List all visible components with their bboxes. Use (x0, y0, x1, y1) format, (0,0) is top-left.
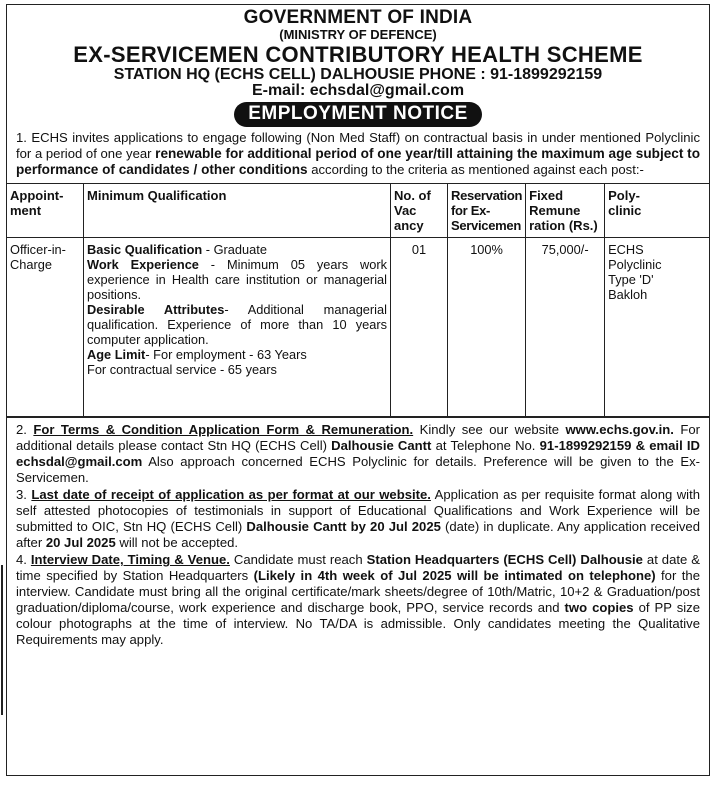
para-bold: 20 Jul 2025 (45, 535, 116, 551)
value: - Graduate (202, 242, 267, 258)
label: Age Limit (87, 347, 146, 363)
para-text: at date & time specified by Station Headquarters (16, 552, 700, 584)
header-text: ancy (394, 218, 424, 234)
desirable-attributes (87, 302, 387, 347)
header-text: Appoint- (10, 188, 64, 204)
paragraph-4 (7, 552, 709, 648)
table-row (7, 238, 709, 417)
col-qualification: Minimum Qualification (84, 184, 391, 238)
para-text: for the interview. Candidate must bring all the original certificate/mark sheets/degree of 10th/Matric, 10+2 & Graduation/post graduation/diploma/course, work experience and discharge book, PPO, service records and (16, 568, 700, 616)
basic-qualification (87, 242, 387, 257)
header-government: GOVERNMENT OF INDIA (243, 7, 473, 28)
cell-text: Type 'D' (608, 272, 654, 288)
para-number: 4. (16, 552, 31, 568)
para-number: 2. (16, 422, 34, 438)
scan-edge-mark (1, 565, 3, 715)
cell-polyclinic (605, 238, 709, 417)
age-limit (87, 347, 387, 362)
header-text: Remune (529, 203, 581, 219)
para-text: at Telephone No. (431, 438, 540, 454)
employment-notice-banner: EMPLOYMENT NOTICE (234, 102, 482, 127)
header-text: clinic (608, 203, 642, 219)
label: Work Experience (87, 257, 199, 273)
cell-remuneration: 75,000/- (526, 238, 605, 417)
value: - Minimum 05 years work experience in Health care institution or managerial positions. (87, 257, 388, 303)
para4-heading: Interview Date, Timing & Venue. (30, 552, 230, 568)
posts-table (7, 183, 709, 417)
work-experience (87, 257, 387, 302)
notice-header (7, 5, 709, 100)
header-scheme: EX-SERVICEMEN CONTRIBUTORY HEALTH SCHEME (73, 41, 643, 67)
p1-bold-text: renewable for additional period of one year/till attaining the maximum age subject to performance of candidates / other conditions (16, 146, 700, 178)
label: Desirable Attributes (87, 302, 225, 318)
cell-vacancy: 01 (391, 238, 448, 417)
cell-reservation: 100% (448, 238, 526, 417)
header-text: Fixed (529, 188, 564, 204)
value: - Additional managerial qualification. Experience of more than 10 years computer application. (87, 302, 387, 348)
para-bold: Dalhousie Cantt by 20 Jul 2025 (246, 519, 441, 535)
label: Basic Qualification (87, 242, 203, 258)
header-email: E-mail: echsdal@gmail.com (251, 82, 465, 100)
cell-qualification (84, 238, 391, 417)
para-text: Application as per requisite format along with self attested photocopies of testimonials in support of Educational Qualifications and Work Experience will be submitted to OIC, Stn HQ (ECHS Cell) (16, 487, 700, 535)
value: - For employment - 63 Years (145, 347, 307, 363)
col-remuneration (526, 184, 605, 238)
cell-text: ECHS (608, 242, 644, 258)
paragraph-1 (7, 130, 709, 178)
paragraph-3 (7, 487, 709, 551)
col-reservation (448, 184, 526, 238)
para-text: will not be accepted. (115, 535, 239, 551)
employment-notice-page (6, 4, 710, 776)
para-text: Kindly see our website (413, 422, 566, 438)
table-header-row (7, 184, 709, 238)
paragraph-2 (7, 422, 709, 486)
p1-text-b: according to the criteria as mentioned against each post:- (307, 162, 644, 178)
para-bold: Dalhousie Cantt (331, 438, 432, 454)
col-vacancy (391, 184, 448, 238)
para-text: Candidate must reach (229, 552, 367, 568)
cell-text: Polyclinic (608, 257, 662, 273)
header-station-phone: STATION HQ (ECHS CELL) DALHOUSIE PHONE : 91-1899292159 (113, 65, 603, 83)
header-text: for Ex- (451, 203, 491, 219)
header-text: Servicemen (451, 218, 521, 234)
para3-heading: Last date of receipt of application as per format at our website. (31, 487, 431, 503)
website-link[interactable]: www.echs.gov.in. (565, 422, 674, 438)
para-text: For additional details please contact Stn HQ (ECHS Cell) (16, 422, 700, 454)
col-polyclinic (605, 184, 709, 238)
cell-text: Charge (10, 257, 52, 273)
header-text: Poly- (608, 188, 640, 204)
header-text: ration (Rs.) (529, 218, 598, 234)
notice-details (7, 417, 709, 648)
header-ministry: (MINISTRY OF DEFENCE) (279, 26, 437, 42)
cell-text: Bakloh (608, 287, 648, 303)
header-text: Vac (394, 203, 417, 219)
cell-text: Officer-in- (10, 242, 66, 258)
para-number: 3. (16, 487, 32, 503)
para-bold: (Likely in 4th week of Jul 2025 will be intimated on telephone) (253, 568, 656, 584)
p1-text-a: 1. ECHS invites applications to engage following (Non Med Staff) on contractual basis in under mentioned Polyclinic for a period of one year (16, 130, 700, 162)
para-text: of PP size colour photographs at the time of interview. No TA/DA is admissible. Only candidates meeting the Qualitative Requirements may apply. (16, 600, 701, 648)
col-appointment (7, 184, 84, 238)
age-limit-contractual: For contractual service - 65 years (87, 362, 277, 378)
cell-appointment (7, 238, 84, 417)
para-bold: two copies (564, 600, 634, 616)
notice-banner-wrap (7, 102, 709, 127)
para-text: (date) in duplicate. Any application received after (16, 519, 700, 551)
para-bold: Station Headquarters (ECHS Cell) Dalhousie (366, 552, 643, 568)
header-text: No. of (394, 188, 431, 204)
para-text: Also approach concerned ECHS Polyclinic for details. Preference will be given to the Ex-Servicemen. (16, 454, 700, 486)
para-bold: 91-1899292159 & email ID echsdal@gmail.com (16, 438, 700, 470)
para2-heading: For Terms & Condition Application Form & Remuneration. (33, 422, 414, 438)
header-text: Reservation (451, 188, 523, 204)
header-text: ment (10, 203, 42, 219)
